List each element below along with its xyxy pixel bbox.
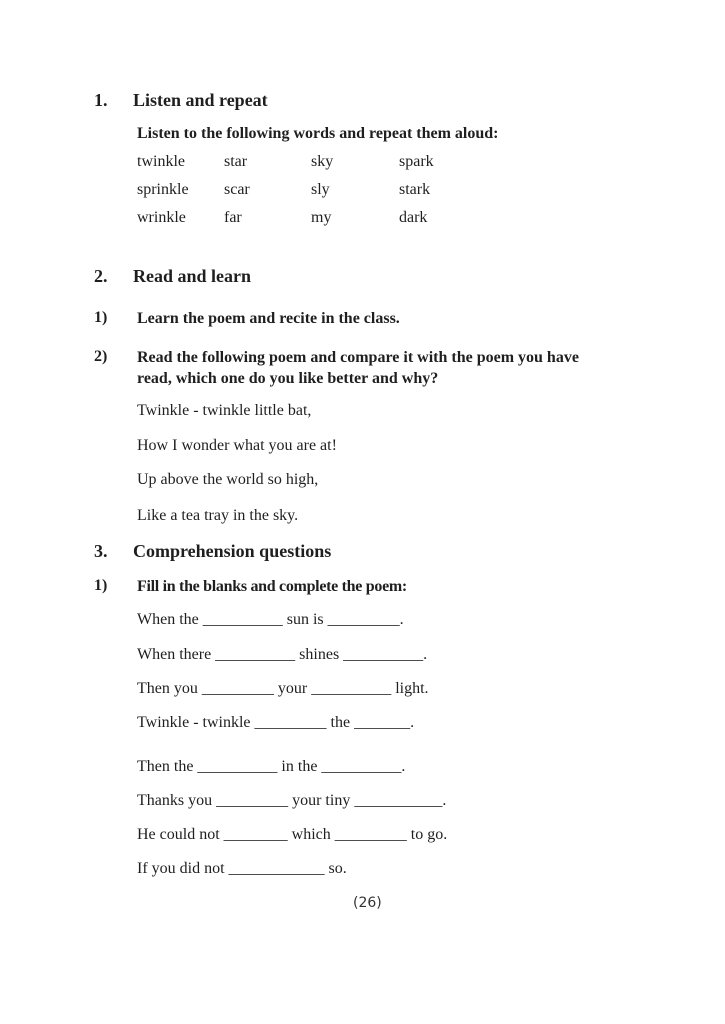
word-cell: stark [399, 181, 431, 198]
poem-line: Like a tea tray in the sky. [137, 507, 299, 524]
blank-line: Then you _________ your __________ light. [137, 680, 429, 697]
poem-line: How I wonder what you are at! [137, 437, 337, 454]
word-cell: sky [311, 153, 334, 170]
blank-line: Thanks you _________ your tiny ___________. [137, 792, 447, 809]
item-number: 1) [94, 309, 108, 326]
section-1-title: Listen and repeat [133, 90, 268, 110]
page-number: (26) [353, 895, 382, 911]
blank-line: Twinkle - twinkle _________ the _______. [137, 714, 415, 731]
item-text-line: read, which one do you like better and why? [137, 370, 439, 387]
blank-line: He could not ________ which _________ to go. [137, 826, 448, 843]
blank-line: Then the __________ in the __________. [137, 758, 406, 775]
item-text: Learn the poem and recite in the class. [137, 310, 400, 327]
word-cell: twinkle [137, 153, 185, 170]
section-2-title: Read and learn [133, 266, 252, 286]
word-cell: sly [311, 181, 330, 198]
section-2-number: 2. [94, 266, 108, 286]
blank-line: If you did not ____________ so. [137, 860, 347, 877]
word-cell: star [224, 153, 248, 170]
word-cell: scar [224, 181, 250, 198]
word-cell: far [224, 209, 242, 226]
word-cell: sprinkle [137, 181, 189, 198]
word-cell: my [311, 209, 332, 226]
word-cell: spark [399, 153, 434, 170]
item-number: 1) [94, 577, 108, 594]
section-3-title: Comprehension questions [133, 541, 332, 561]
blank-line: When the __________ sun is _________. [137, 611, 404, 628]
word-cell: wrinkle [137, 209, 186, 226]
section-1-instruction: Listen to the following words and repeat them aloud: [137, 125, 499, 142]
blank-line: When there __________ shines __________. [137, 646, 428, 663]
poem-line: Up above the world so high, [137, 471, 319, 488]
item-number: 2) [94, 348, 108, 365]
section-1-number: 1. [94, 90, 108, 110]
item-text: Fill in the blanks and complete the poem: [137, 578, 407, 595]
poem-line: Twinkle - twinkle little bat, [137, 402, 312, 419]
section-3-number: 3. [94, 541, 108, 561]
item-text-line: Read the following poem and compare it with the poem you have [137, 349, 579, 366]
word-cell: dark [399, 209, 428, 226]
